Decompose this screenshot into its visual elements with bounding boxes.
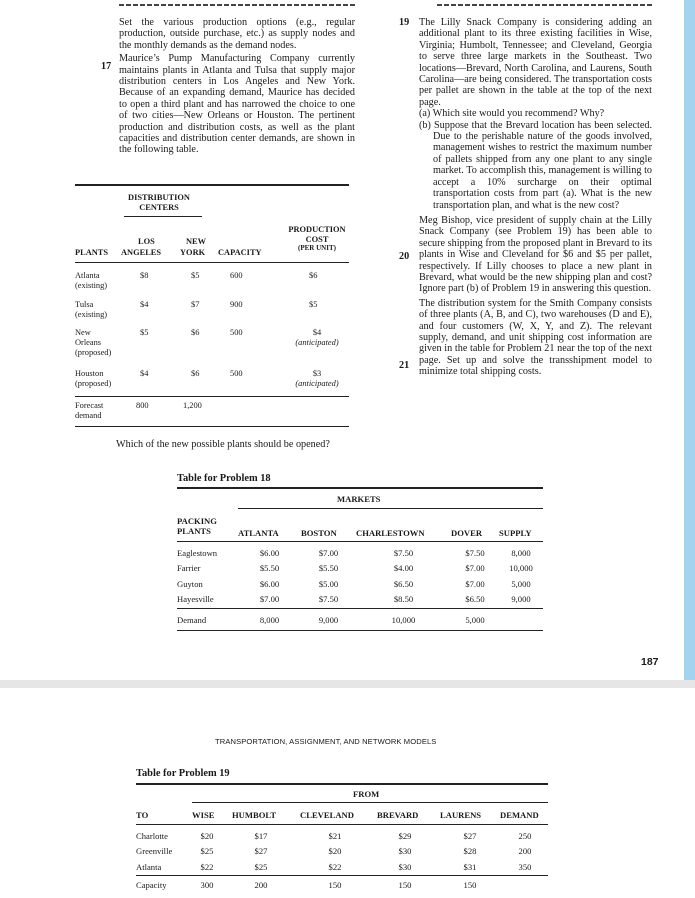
t18-col-supply: SUPPLY: [499, 528, 532, 538]
la-header-top: LOS: [138, 237, 155, 246]
problem-19-text: The Lilly Snack Company is considering adding an additional plant to its three existing facilities in Wise, Virginia; Humbolt, Tennessee; and Cleveland, Georgia to serve three large markets in the Southeast. Two locations—Brevard, North Carolina, and Laurens, South Carolina—are being considered. The transportation costs per pallet are shown in the table at the top of the next page.: [419, 17, 652, 108]
table-cell: 200: [518, 846, 532, 857]
t17-forecast-la: 800: [136, 401, 149, 410]
t19-col-brevard: BREVARD: [377, 810, 419, 820]
table18-row-header: [177, 516, 217, 536]
table-cell: $7.50: [393, 547, 414, 558]
t17-row-new-orleans: [75, 328, 111, 358]
t17-row-forecast: [75, 401, 103, 421]
t17-atlanta-ny: $5: [191, 271, 200, 280]
capacity-header: CAPACITY: [218, 248, 262, 257]
problem-19-number: 19: [399, 17, 410, 28]
t18-col-boston: BOSTON: [301, 528, 337, 538]
t17-tulsa-ny: $7: [191, 300, 200, 309]
demand-label: Demand: [177, 615, 207, 625]
t19-col-wise: WISE: [192, 810, 215, 820]
table-cell: $5.00: [318, 578, 339, 589]
ny-header-top: NEW: [186, 237, 207, 246]
capacity-demand: [502, 880, 548, 890]
table-cell: 350: [518, 861, 532, 872]
ny-header-bottom: YORK: [180, 248, 206, 257]
table-cell: $7.00: [318, 547, 339, 558]
table-cell: $5.50: [318, 563, 339, 574]
demand-dover: 5,000: [465, 615, 485, 625]
t18-col-dover: DOVER: [451, 528, 483, 538]
t17-atlanta-la: $8: [140, 271, 149, 280]
table-cell: $30: [398, 846, 412, 857]
table-cell: $22: [328, 861, 342, 872]
cost-note: (anticipated): [295, 379, 339, 388]
t17-neworleans-la: $5: [140, 328, 149, 337]
problem-21: [419, 298, 652, 378]
t17-row-houston: [75, 369, 111, 389]
t17-atlanta-cost: $6: [309, 271, 318, 280]
table-cell: $30: [398, 861, 412, 872]
table18-demand-rule: [177, 608, 543, 609]
table-cell: $6.50: [393, 578, 414, 589]
table19-top-rule: [136, 783, 548, 785]
table-row: [177, 545, 543, 561]
plant-name: Atlanta: [75, 271, 100, 280]
table-row: [177, 592, 543, 608]
demand-charlestown: 10,000: [391, 615, 416, 625]
capacity-humbolt: 200: [254, 880, 268, 890]
t17-forecast-ny: 1,200: [183, 401, 202, 410]
plants-header: PLANTS: [75, 248, 109, 257]
t17-tulsa-la: $4: [140, 300, 149, 309]
running-head: TRANSPORTATION, ASSIGNMENT, AND NETWORK MODELS: [215, 737, 437, 746]
table-cell: $25: [200, 846, 214, 857]
problem-20-number: 20: [399, 251, 410, 262]
table-row: [136, 828, 548, 844]
table-cell: $27: [463, 830, 477, 841]
plant-name: New: [75, 328, 91, 337]
t19-col-laurens: LAURENS: [440, 810, 482, 820]
page-number: 187: [641, 656, 659, 668]
capacity-brevard: 150: [398, 880, 412, 890]
t17-tulsa-cost: $5: [309, 300, 318, 309]
table19-group-header: FROM: [353, 789, 380, 799]
t19-to-header: TO: [136, 810, 149, 820]
t17-houston-cap: 500: [230, 369, 243, 378]
table-cell: $7.00: [465, 578, 485, 589]
t19-col-humbolt: HUMBOLT: [232, 810, 277, 820]
table19-capacity-rule: [136, 875, 548, 876]
table18-title: Table for Problem 18: [177, 473, 271, 484]
table-cell: 5,000: [511, 578, 531, 589]
cut-off-line-left: [119, 4, 355, 6]
t17-houston-ny: $6: [191, 369, 200, 378]
demand-atlanta: 8,000: [259, 615, 280, 625]
table18-group-rule: [238, 508, 543, 509]
cut-off-line-right: [437, 4, 652, 6]
row-label: Atlanta: [136, 861, 162, 872]
table-cell: $4.00: [393, 563, 414, 574]
packing-label: PACKING: [177, 516, 217, 526]
table19-header-rule: [136, 824, 548, 825]
t18-col-atlanta: ATLANTA: [238, 528, 279, 538]
table-cell: $20: [200, 830, 214, 841]
table-cell: $7.50: [318, 594, 339, 605]
table-cell: $8.50: [393, 594, 414, 605]
plant-sub: demand: [75, 411, 102, 420]
table-cell: $5.50: [259, 563, 280, 574]
table-row: [136, 859, 548, 875]
t17-row-atlanta: [75, 271, 107, 291]
row-label: Farrier: [177, 563, 201, 574]
problem-17-text: Maurice’s Pump Manufacturing Company currently maintains plants in Atlanta and Tulsa that supply major distribution centers in Los Angeles and New York. Because of an expanding demand, Maurice has decided to open a third plant and has narrowed the choice to one of two cities—New Orleans or Houston. The pertinent production and distribution costs, as well as the plant capacities and distribution center demands, are shown in the following table.: [119, 53, 355, 156]
row-label: Hayesville: [177, 594, 214, 605]
t17-neworleans-cost: [287, 328, 347, 348]
table-row: [136, 844, 548, 860]
table-cell: $25: [254, 861, 268, 872]
table17-group-header: DISTRIBUTION CENTERS: [128, 193, 190, 212]
cost-value: $4: [312, 328, 322, 337]
table-cell: $31: [463, 861, 477, 872]
plants-label: PLANTS: [177, 526, 211, 536]
table-cell: 8,000: [511, 547, 531, 558]
table19-title: Table for Problem 19: [136, 768, 230, 779]
table19-group-rule: [192, 802, 548, 803]
t19-capacity-row: [136, 880, 548, 890]
table-cell: $17: [254, 830, 268, 841]
plant-sub: (existing): [75, 281, 108, 290]
problem-19-part-b: (b) Suppose that the Brevard location has been selected. Due to the perishable nature of the goods involved, management wishes to restrict the maximum number of pallets shipped from any one plant to any single market. To accomplish this, management is willing to accept a 10% surcharge on their optimal transportation costs from part (a). What is the new transportation plan, and what is the new cost?: [419, 119, 652, 211]
prod-header-top: PRODUCTION: [288, 225, 346, 234]
problem-19: [419, 17, 652, 211]
table18-bottom-rule: [177, 630, 543, 631]
table-cell: $6.00: [259, 578, 280, 589]
problem-17-question: Which of the new possible plants should be opened?: [116, 439, 330, 450]
prod-header-bottom: (PER UNIT): [298, 244, 336, 252]
table-row: [177, 576, 543, 592]
table17-top-rule: [75, 184, 349, 186]
t19-col-cleveland: CLEVELAND: [300, 810, 354, 820]
table-cell: $6.00: [259, 547, 280, 558]
table17-bottom-rule: [75, 426, 349, 427]
plant-name: Tulsa: [75, 300, 94, 309]
table-cell: $7.00: [259, 594, 280, 605]
problem-21-number: 21: [399, 360, 410, 371]
problem-17: [119, 53, 355, 156]
table18-header-rule: [177, 541, 543, 542]
plant-sub2: (proposed): [75, 348, 112, 357]
row-label: Greenville: [136, 846, 173, 857]
table-cell: 10,000: [509, 563, 533, 574]
t19-col-demand: DEMAND: [500, 810, 539, 820]
t18-col-charlestown: CHARLESTOWN: [356, 528, 425, 538]
row-label: Eaglestown: [177, 547, 218, 558]
capacity-wise: 300: [200, 880, 214, 890]
page-edge-strip: [684, 0, 695, 680]
table-cell: $27: [254, 846, 268, 857]
t17-neworleans-cap: 500: [230, 328, 243, 337]
capacity-label: Capacity: [136, 880, 167, 890]
plant-sub: Orleans: [75, 338, 102, 347]
la-header-bottom: ANGELES: [121, 248, 162, 257]
prod-header-mid: COST: [305, 234, 329, 244]
problem-17-number: 17: [101, 61, 112, 72]
t17-neworleans-ny: $6: [191, 328, 200, 337]
problem-20: [419, 215, 652, 295]
cost-note: (anticipated): [295, 338, 339, 347]
capacity-laurens: 150: [463, 880, 477, 890]
plant-name: Houston: [75, 369, 104, 378]
table-cell: $7.00: [465, 563, 485, 574]
problem-21-text: The distribution system for the Smith Company consists of three plants (A, B, and C), two warehouses (D and E), and four customers (W, X, Y, and Z). The relevant supply, demand, and unit shipping cost information are given in the table for Problem 21 near the top of the next page. Set up and solve the transshipment model to minimize total shipping costs.: [419, 297, 652, 378]
row-label: Guyton: [177, 578, 203, 589]
table-cell: $20: [328, 846, 342, 857]
t17-houston-cost: [287, 369, 347, 389]
problem-20-text: Meg Bishop, vice president of supply chain at the Lilly Snack Company (see Problem 19) has been able to secure shipping from the proposed plant in Brevard to its plants in Wise and Cleveland for $6 and $5 per pallet, respectively. If Lilly chooses to place a new plant in Brevard, what would be the new shipping plan and cost? Ignore part (b) of Problem 19 in answering this question.: [419, 214, 652, 295]
t17-houston-la: $4: [140, 369, 149, 378]
table17-group-rule: [124, 216, 202, 217]
table18-top-rule: [177, 487, 543, 489]
table19-capacity: [136, 880, 548, 890]
table18-demand: [177, 613, 543, 627]
cost-value: $3: [312, 369, 322, 378]
table-cell: $21: [328, 830, 342, 841]
capacity-cleveland: 150: [328, 880, 342, 890]
demand-boston: 9,000: [318, 615, 339, 625]
table-cell: $7.50: [465, 547, 485, 558]
left-column: [119, 17, 355, 156]
table-cell: $6.50: [465, 594, 485, 605]
t17-tulsa-cap: 900: [230, 300, 243, 309]
plant-sub: (existing): [75, 310, 108, 319]
row-label: Charlotte: [136, 830, 168, 841]
intro-text: Set the various production options (e.g., regular production, outside purchase, etc.) as supply nodes and the monthly demands as the demand nodes.: [119, 17, 355, 51]
table-cell: 9,000: [511, 594, 531, 605]
plant-name: Forecast: [75, 401, 104, 410]
table19-body: [136, 828, 548, 875]
table-cell: $22: [200, 861, 214, 872]
table17-header-rule: [75, 262, 349, 263]
problem-19-part-a: (a) Which site would you recommend? Why?: [419, 108, 605, 120]
table-cell: 250: [518, 830, 532, 841]
table17-demand-rule: [75, 396, 349, 397]
table17-prod-header: [285, 225, 349, 254]
demand-supply: [499, 613, 543, 627]
table-cell: $29: [398, 830, 412, 841]
right-column: [419, 17, 652, 378]
t17-row-tulsa: [75, 300, 107, 320]
plant-sub: (proposed): [75, 379, 112, 388]
table-cell: $28: [463, 846, 477, 857]
table18-group-header: MARKETS: [337, 494, 381, 504]
table18-body: [177, 545, 543, 607]
t17-atlanta-cap: 600: [230, 271, 243, 280]
t18-demand-row: [177, 613, 543, 627]
table-row: [177, 561, 543, 577]
